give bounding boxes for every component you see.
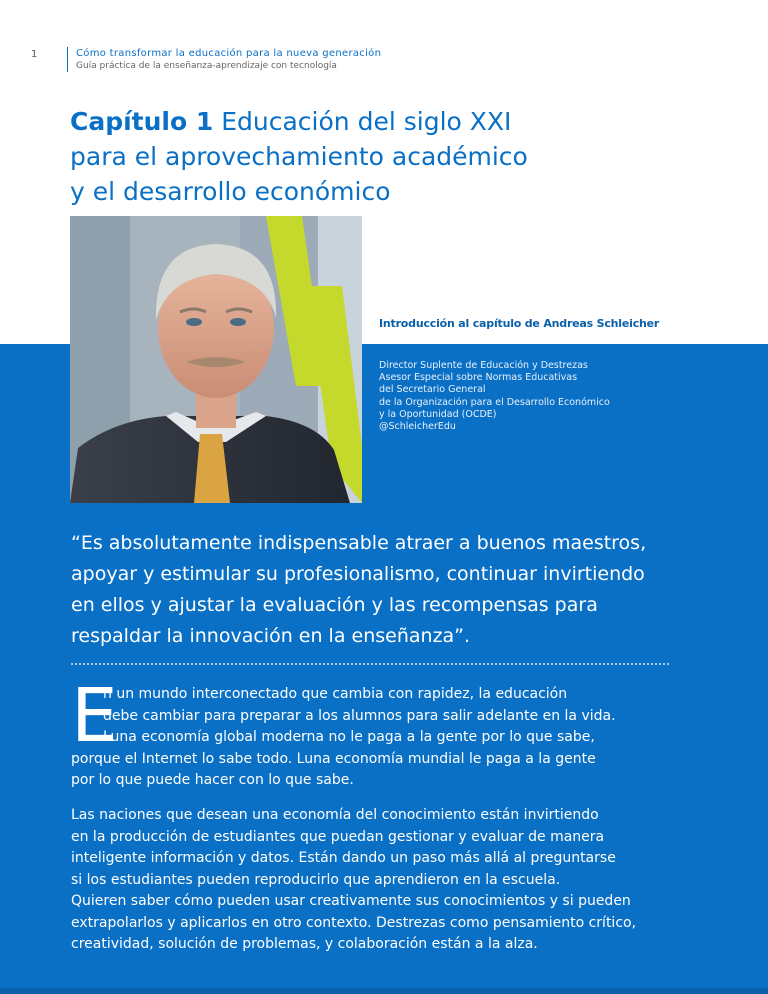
drop-cap: E [71,673,118,759]
chapter-title-line-1 [70,104,630,139]
chapter-title-text-1: Educación del siglo XXI [221,107,512,136]
paragraph-line: porque el Internet lo sabe todo. Luna economía mundial le paga a la gente [71,750,596,767]
credential-line: Asesor Especial sobre Normas Educativas [379,372,578,384]
chapter-label: Capítulo 1 [70,107,214,136]
header-divider [67,47,68,72]
bottom-strip [0,988,768,994]
credential-line: Director Suplente de Educación y Destrezas [379,360,588,371]
credential-line: de la Organización para el Desarrollo Económico [379,396,610,408]
header-subtitle: Guía práctica de la enseñanza-aprendizaje con tecnología [76,61,337,71]
portrait-illustration [70,216,362,503]
paragraph-line: Luna economía global moderna no le paga a la gente por lo que sabe, [103,729,595,745]
paragraph-line: Quieren saber cómo pueden usar creativamente sus conocimientos y si pueden [71,893,631,909]
chapter-title [70,104,630,209]
paragraph-line: n un mundo interconectado que cambia con rapidez, la educación [103,686,568,702]
paragraph-line: en la producción de estudiantes que puedan gestionar y evaluar de manera [71,828,605,845]
chapter-title-line-3: y el desarrollo económico [70,177,391,206]
paragraph-line: inteligente información y datos. Están dando un paso más allá al preguntarse [71,850,616,866]
paragraph-line: Las naciones que desean una economía del conocimiento están invirtiendo [71,807,599,823]
credential-line: y la Oportunidad (OCDE) [379,408,497,420]
intro-heading: Introducción al capítulo de Andreas Schleicher [379,317,660,330]
header-title: Cómo transformar la educación para la nueva generación [76,48,382,59]
running-header [76,47,381,72]
chapter-title-line-2: para el aprovechamiento académico [70,142,528,171]
credential-line: del Secretario General [379,384,486,396]
twitter-handle: @SchleicherEdu [379,421,456,433]
body-paragraph-2 [71,805,681,956]
author-portrait [70,216,362,503]
paragraph-line: si los estudiantes pueden reproducirlo que aprendieron en la escuela. [71,871,561,888]
body-paragraph-1 [71,673,681,792]
quote-line: en ellos y ajustar la evaluación y las recompensas para [71,594,598,616]
pull-quote [71,528,671,652]
paragraph-line: por lo que puede hacer con lo que sabe. [71,772,354,788]
page-number: 1 [31,49,38,60]
dotted-divider [71,663,669,665]
paragraph-line: debe cambiar para preparar a los alumnos para salir adelante en la vida. [103,707,616,724]
quote-line: “Es absolutamente indispensable atraer a buenos maestros, [71,532,647,554]
author-credentials [379,360,610,433]
quote-line: respaldar la innovación en la enseñanza”. [71,625,471,647]
quote-line: apoyar y estimular su profesionalismo, continuar invirtiendo [71,563,645,585]
paragraph-line: creatividad, solución de problemas, y colaboración están a la alza. [71,936,538,952]
paragraph-line: extrapolarlos y aplicarlos en otro contexto. Destrezas como pensamiento crítico, [71,914,637,931]
